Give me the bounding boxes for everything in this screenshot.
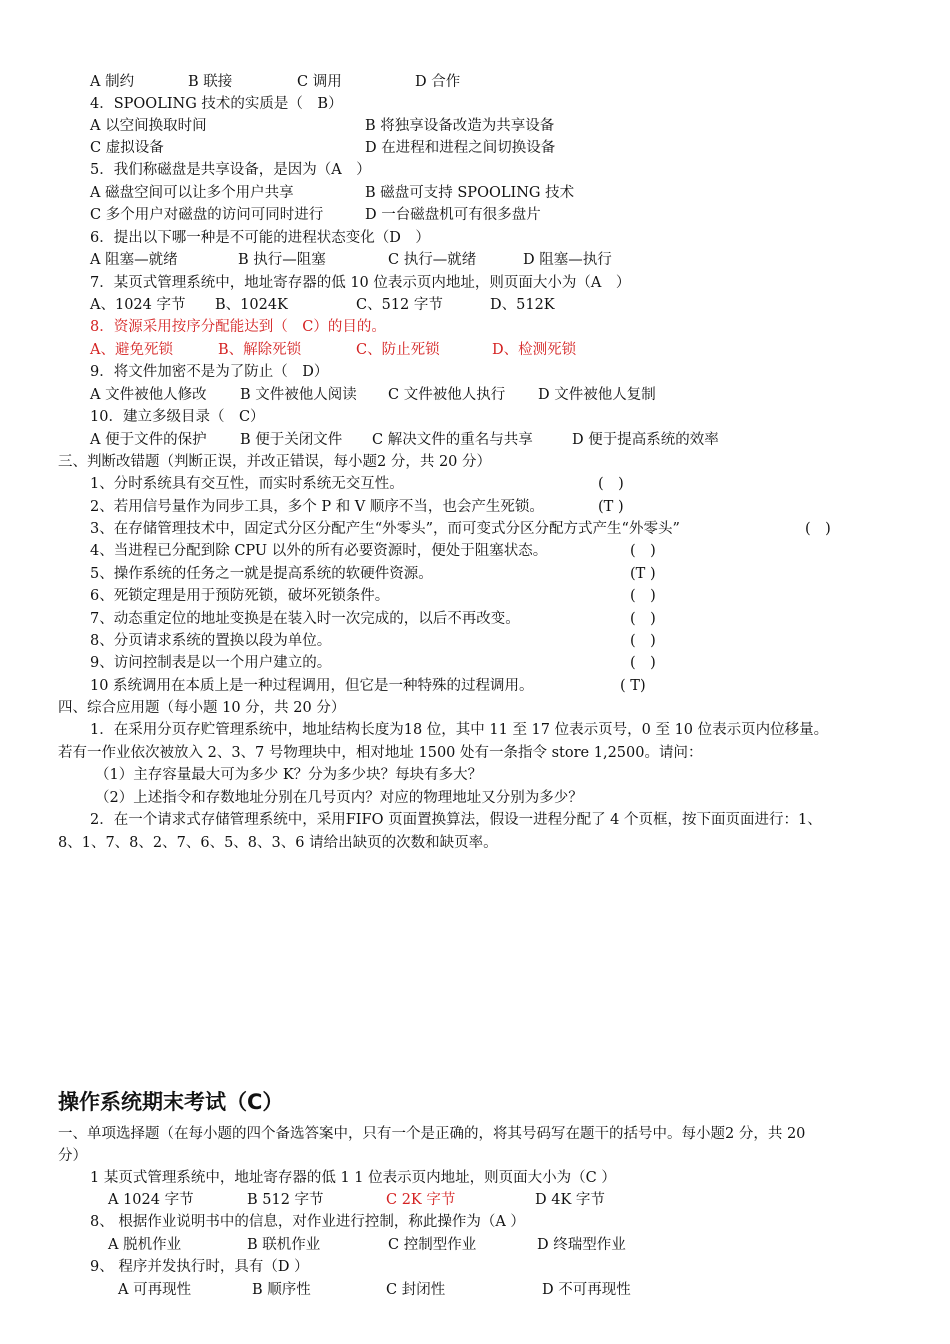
section-4-heading: 四、综合应用题（每小题 10 分，共 20 分） bbox=[58, 700, 346, 716]
section-3-heading: 三、判断改错题（判断正误，并改正错误，每小题2 分，共 20 分） bbox=[58, 454, 492, 470]
option-b: B 联机作业 bbox=[247, 1237, 321, 1253]
option-b: B 执行—阻塞 bbox=[238, 252, 326, 268]
tf-statement: 8、分页请求系统的置换以段为单位。 bbox=[90, 633, 332, 649]
tf-answer: ( ) bbox=[630, 655, 656, 671]
q5-options-row1 bbox=[0, 183, 950, 203]
option-a: A 1024 字节 bbox=[108, 1192, 194, 1208]
problem-1-line-1: 1．在采用分页存贮管理系统中，地址结构长度为18 位，其中 11 至 17 位表示页号，0 至 10 位表示页内位移量。 bbox=[90, 722, 829, 738]
option-d: D、检测死锁 bbox=[492, 342, 577, 358]
tf-answer: ( ) bbox=[805, 521, 831, 537]
question-6: 6．提出以下哪一种是不可能的进程状态变化（D ） bbox=[90, 230, 430, 246]
option-c: C 调用 bbox=[297, 74, 342, 90]
option-a: A 脱机作业 bbox=[108, 1237, 182, 1253]
option-c: C 文件被他人执行 bbox=[388, 387, 506, 403]
option-a: A 制约 bbox=[90, 74, 135, 90]
question-5: 5．我们称磁盘是共享设备，是因为（A ） bbox=[90, 162, 371, 178]
option-a: A 磁盘空间可以让多个用户共享 bbox=[90, 185, 294, 201]
tf-item bbox=[0, 541, 950, 561]
problem-2-line-1: 2．在一个请求式存储管理系统中，采用FIFO 页面置换算法，假设一进程分配了 4 个页框，按下面页面进行：1、 bbox=[90, 812, 822, 828]
tf-statement: 3、在存储管理技术中，固定式分区分配产生“外零头”，而可变式分区分配方式产生“外零头” bbox=[90, 521, 680, 537]
option-d: D 一台磁盘机可有很多盘片 bbox=[365, 207, 541, 223]
problem-1-sub-2: （2）上述指令和存数地址分别在几号页内？对应的物理地址又分别为多少？ bbox=[95, 790, 583, 806]
question-8: 8．资源采用按序分配能达到（ C）的目的。 bbox=[90, 319, 386, 335]
q7-options bbox=[0, 295, 950, 315]
tf-item bbox=[0, 609, 950, 629]
option-a: A 可再现性 bbox=[118, 1282, 192, 1298]
option-d: D 不可再现性 bbox=[542, 1282, 631, 1298]
option-d: D 合作 bbox=[415, 74, 461, 90]
tf-answer: ( ) bbox=[630, 588, 656, 604]
tf-statement: 4、当进程已分配到除 CPU 以外的所有必要资源时，便处于阻塞状态。 bbox=[90, 543, 548, 559]
c-q9-options bbox=[0, 1280, 950, 1300]
exam-title: 操作系统期末考试（C） bbox=[58, 1090, 284, 1114]
option-c: C 2K 字节 bbox=[386, 1192, 456, 1208]
tf-statement: 10 系统调用在本质上是一种过程调用，但它是一种特殊的过程调用。 bbox=[90, 678, 534, 694]
tf-item bbox=[0, 653, 950, 673]
section-1-heading-line-2: 分） bbox=[58, 1148, 87, 1164]
option-d: D 4K 字节 bbox=[535, 1192, 605, 1208]
tf-statement: 1、分时系统具有交互性，而实时系统无交互性。 bbox=[90, 476, 404, 492]
option-c: C 多个用户对磁盘的访问可同时进行 bbox=[90, 207, 324, 223]
tf-statement: 6、死锁定理是用于预防死锁，破坏死锁条件。 bbox=[90, 588, 390, 604]
option-a: A 阻塞—就绪 bbox=[90, 252, 178, 268]
tf-item bbox=[0, 474, 950, 494]
c-question-9: 9、 程序并发执行时，具有（D ） bbox=[90, 1259, 309, 1275]
tf-answer: ( ) bbox=[630, 633, 656, 649]
tf-answer: ( ) bbox=[598, 476, 624, 492]
q4-options-row1 bbox=[0, 116, 950, 136]
option-a: A 文件被他人修改 bbox=[90, 387, 207, 403]
tf-item bbox=[0, 497, 950, 517]
option-d: D、512K bbox=[490, 297, 555, 313]
option-c: C、512 字节 bbox=[356, 297, 443, 313]
option-b: B 顺序性 bbox=[252, 1282, 311, 1298]
tf-answer: (T ) bbox=[630, 566, 656, 582]
q4-options-row2 bbox=[0, 138, 950, 158]
tf-item bbox=[0, 676, 950, 696]
tf-item bbox=[0, 631, 950, 651]
option-c: C 解决文件的重名与共享 bbox=[372, 432, 533, 448]
tf-answer: ( ) bbox=[630, 611, 656, 627]
tf-answer: ( ) bbox=[630, 543, 656, 559]
section-1-heading-line-1: 一、单项选择题（在每小题的四个备选答案中，只有一个是正确的，将其号码写在题干的括号中。每小题2 分，共 20 bbox=[58, 1126, 806, 1142]
problem-2-line-2: 8、1、7、8、2、7、6、5、8、3、6 请给出缺页的次数和缺页率。 bbox=[58, 835, 498, 851]
c-question-8: 8、 根据作业说明书中的信息，对作业进行控制，称此操作为（A ） bbox=[90, 1214, 525, 1230]
option-c: C、防止死锁 bbox=[356, 342, 440, 358]
option-b: B 512 字节 bbox=[247, 1192, 324, 1208]
problem-1-line-2: 若有一作业依次被放入 2、3、7 号物理块中，相对地址 1500 处有一条指令 store 1,2500。请问： bbox=[58, 745, 703, 761]
q6-options bbox=[0, 250, 950, 270]
option-b: B 将独享设备改造为共享设备 bbox=[365, 118, 555, 134]
question-10: 10．建立多级目录（ C） bbox=[90, 409, 265, 425]
option-c: C 执行—就绪 bbox=[388, 252, 477, 268]
q10-options bbox=[0, 430, 950, 450]
option-a: A 以空间换取时间 bbox=[90, 118, 207, 134]
c-question-1: 1 某页式管理系统中，地址寄存器的低 1 1 位表示页内地址，则页面大小为（C ） bbox=[90, 1170, 616, 1186]
option-b: B、解除死锁 bbox=[218, 342, 302, 358]
option-c: C 封闭性 bbox=[386, 1282, 446, 1298]
q8-options bbox=[0, 340, 950, 360]
option-c: C 控制型作业 bbox=[388, 1237, 477, 1253]
tf-answer: (T ) bbox=[598, 499, 624, 515]
option-d: D 便于提高系统的效率 bbox=[572, 432, 719, 448]
option-b: B 联接 bbox=[188, 74, 233, 90]
option-d: D 终瑞型作业 bbox=[537, 1237, 626, 1253]
tf-item bbox=[0, 564, 950, 584]
q9-options bbox=[0, 385, 950, 405]
option-b: B 磁盘可支持 SPOOLING 技术 bbox=[365, 185, 575, 201]
q3-options bbox=[0, 72, 950, 92]
c-q8-options bbox=[0, 1235, 950, 1255]
tf-statement: 9、访问控制表是以一个用户建立的。 bbox=[90, 655, 332, 671]
question-7: 7．某页式管理系统中，地址寄存器的低 10 位表示页内地址，则页面大小为（A ） bbox=[90, 275, 631, 291]
option-d: D 阻塞—执行 bbox=[523, 252, 612, 268]
tf-statement: 5、操作系统的任务之一就是提高系统的软硬件资源。 bbox=[90, 566, 433, 582]
q5-options-row2 bbox=[0, 205, 950, 225]
tf-item bbox=[0, 586, 950, 606]
option-a: A 便于文件的保护 bbox=[90, 432, 207, 448]
option-a: A、避免死锁 bbox=[90, 342, 173, 358]
option-b: B 文件被他人阅读 bbox=[240, 387, 357, 403]
option-b: B、1024K bbox=[215, 297, 288, 313]
question-4: 4．SPOOLING 技术的实质是（ B） bbox=[90, 96, 343, 112]
option-d: D 文件被他人复制 bbox=[538, 387, 656, 403]
problem-1-sub-1: （1）主存容量最大可为多少 K？分为多少块？每块有多大？ bbox=[95, 767, 483, 783]
option-b: B 便于关闭文件 bbox=[240, 432, 343, 448]
option-c: C 虚拟设备 bbox=[90, 140, 164, 156]
tf-statement: 7、动态重定位的地址变换是在装入时一次完成的，以后不再改变。 bbox=[90, 611, 520, 627]
option-a: A、1024 字节 bbox=[90, 297, 186, 313]
question-9: 9．将文件加密不是为了防止（ D） bbox=[90, 364, 329, 380]
tf-answer: ( T) bbox=[620, 678, 646, 694]
option-d: D 在进程和进程之间切换设备 bbox=[365, 140, 556, 156]
tf-statement: 2、若用信号量作为同步工具，多个 P 和 V 顺序不当，也会产生死锁。 bbox=[90, 499, 544, 515]
tf-item bbox=[0, 519, 950, 539]
c-q1-options bbox=[0, 1190, 950, 1210]
